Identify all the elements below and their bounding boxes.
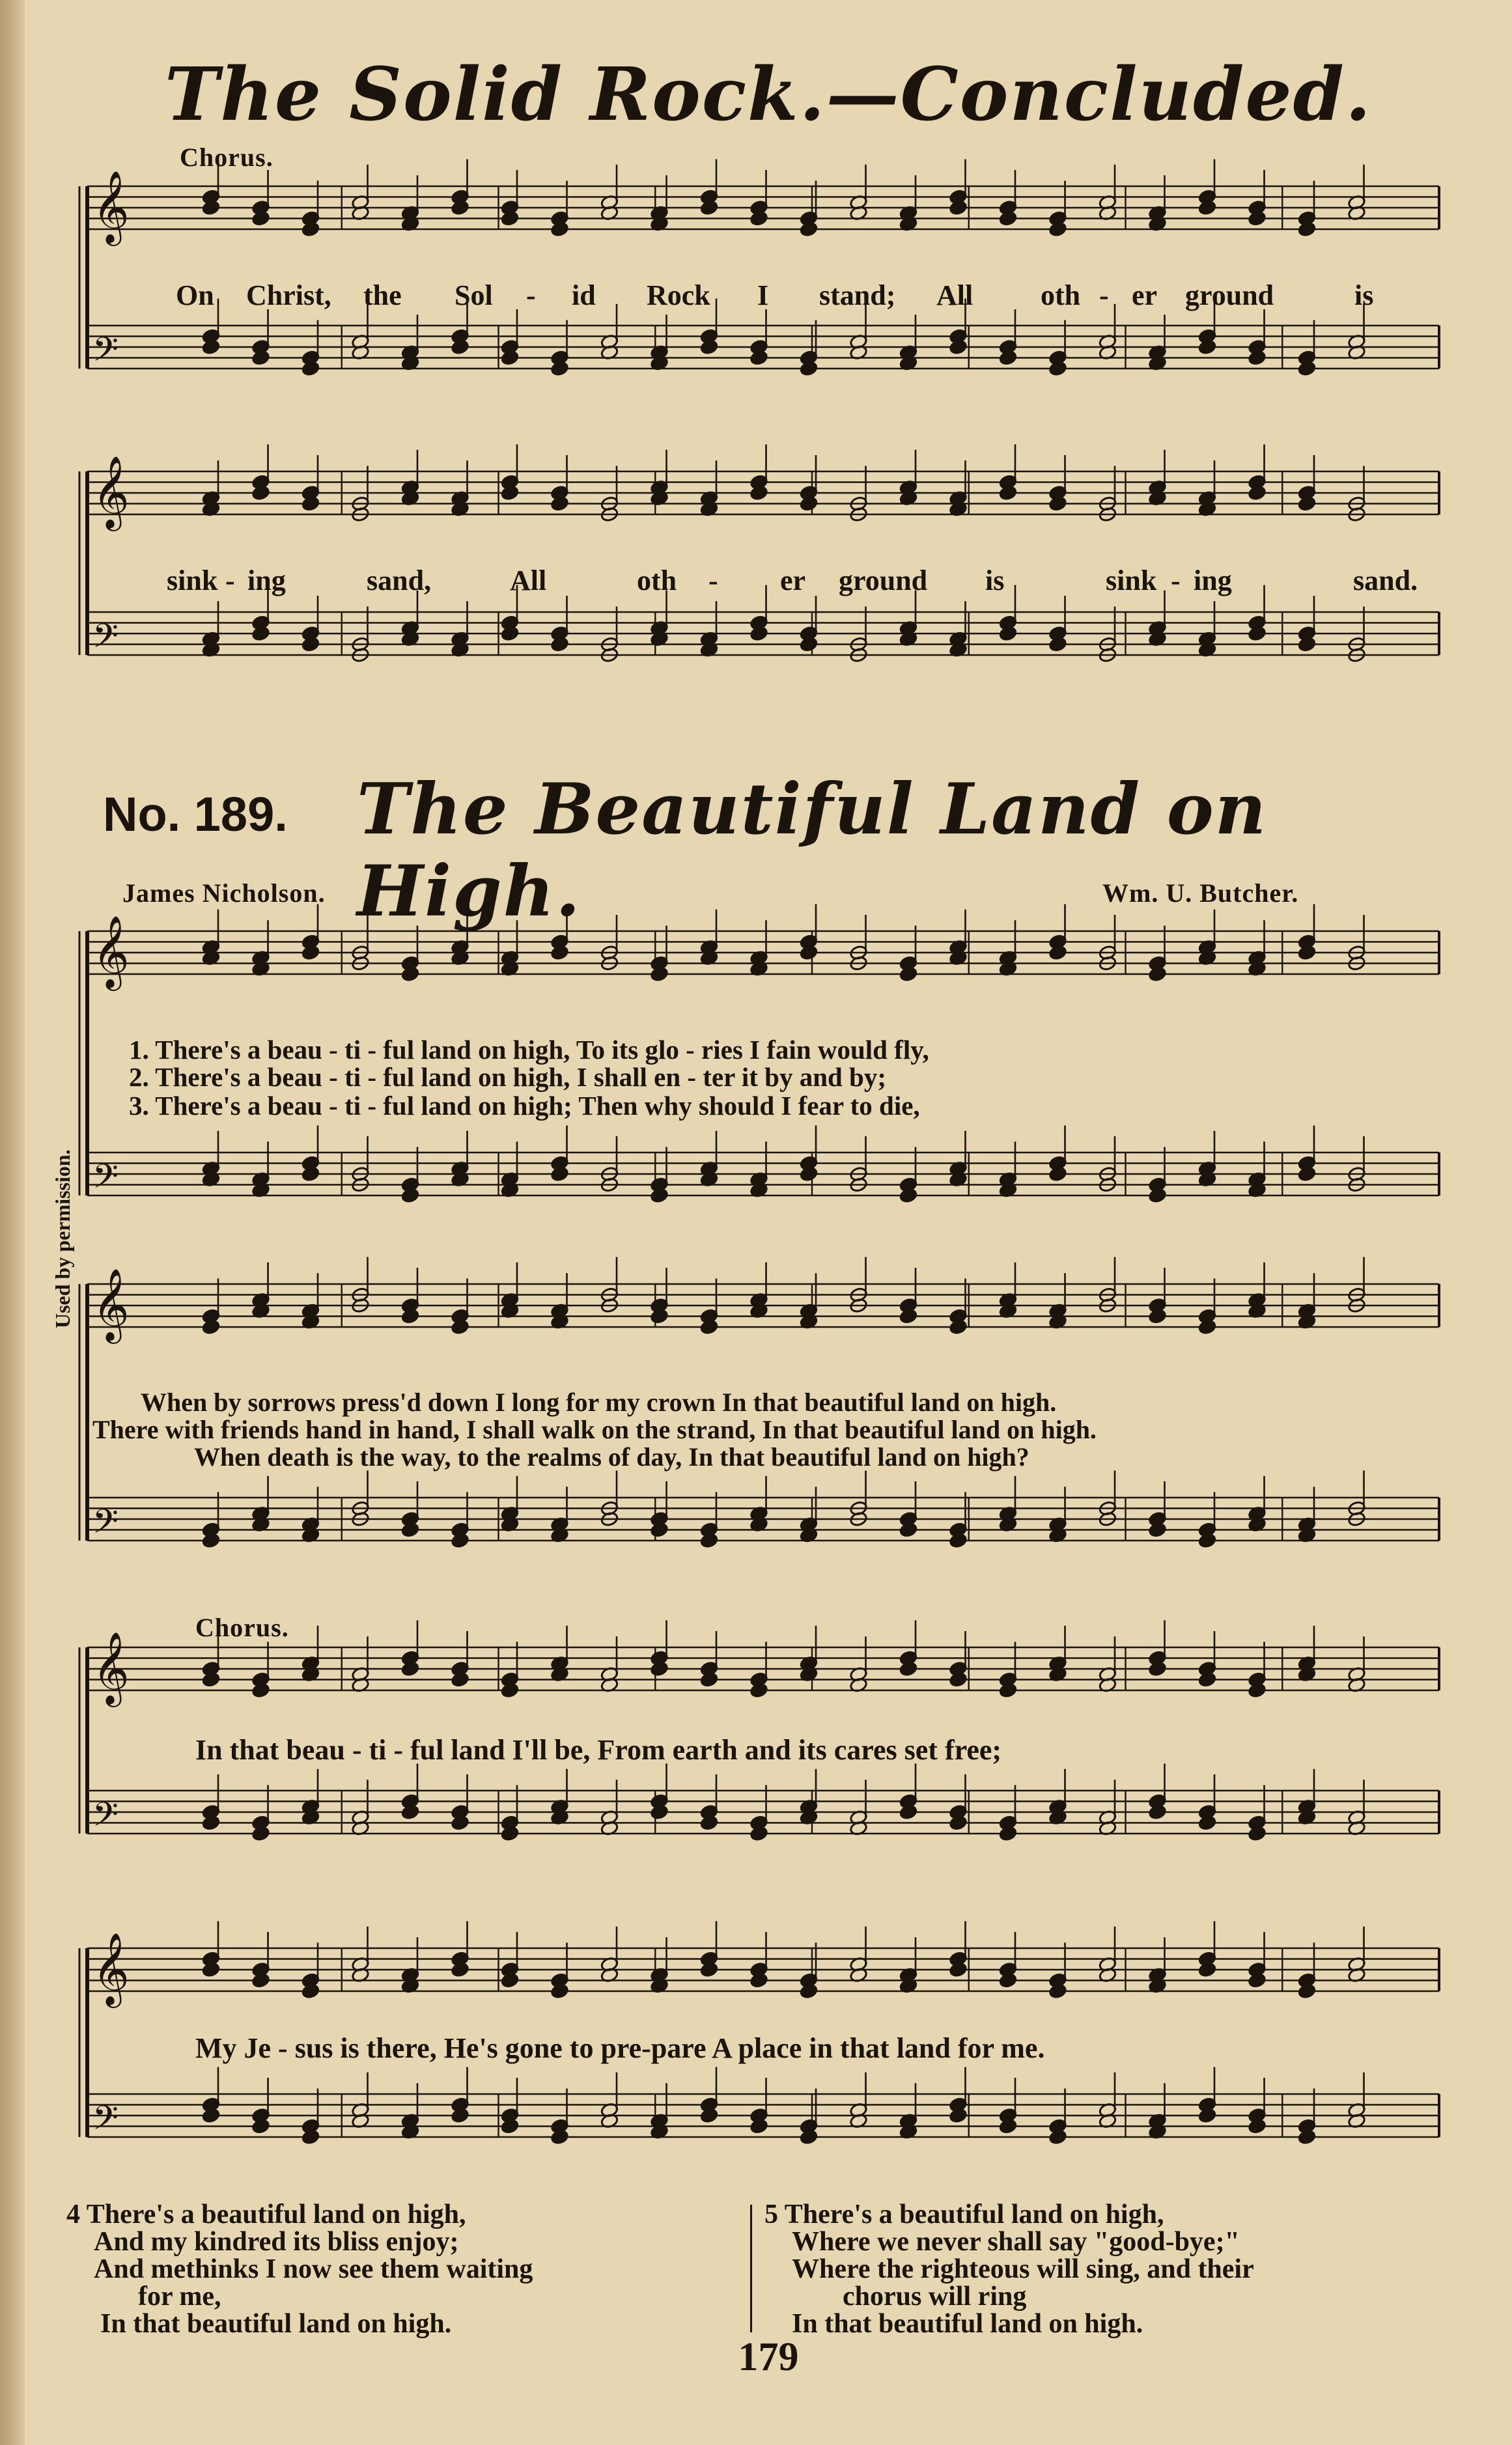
composer-credit: Wm. U. Butcher. — [1102, 878, 1299, 908]
lyric-syllable: I — [757, 279, 769, 311]
lyric-syllable: ground — [1185, 279, 1274, 311]
treble-clef-icon: 𝄞 — [92, 1631, 130, 1704]
lyric-syllable: er — [780, 565, 806, 596]
lyric-syllable: Christ, — [246, 279, 331, 311]
verse3-line2: When death is the way, to the realms of day, In that beautiful land on high? — [194, 1442, 1029, 1472]
bass-clef-icon: 𝄢 — [92, 1795, 119, 1842]
verse5-line: chorus will ring — [843, 2282, 1027, 2312]
lyric-syllable: ing — [247, 565, 286, 596]
bass-clef-icon: 𝄢 — [92, 616, 119, 664]
lyric-syllable: ground — [839, 565, 928, 596]
verse2-line1: 2. There's a beau - ti - ful land on high, I shall en - ter it by and by; — [129, 1062, 887, 1092]
treble-clef-icon: 𝄞 — [92, 170, 130, 243]
verse1-line2: When by sorrows press'd down I long for my crown In that beautiful land on high. — [141, 1388, 1057, 1417]
title-beautiful-land: The Beautiful Land on High. — [357, 768, 1268, 932]
verse5-line: 5 There's a beautiful land on high, — [764, 2200, 1164, 2229]
chorus-label-2: Chorus. — [195, 1613, 289, 1642]
author-credit: James Nicholson. — [122, 878, 326, 908]
verse2-line2: There with friends hand in hand, I shall walk on the strand, In that beautiful land on high. — [92, 1415, 1097, 1444]
music-staves — [25, 0, 1512, 2445]
lyric-syllable: stand; — [819, 279, 896, 311]
verse4-line: 4 There's a beautiful land on high, — [66, 2200, 466, 2229]
lyric-syllable: ing — [1194, 565, 1232, 596]
chorus-lyric-line2: My Je - sus is there, He's gone to pre-pare A place in that land for me. — [195, 2032, 1045, 2064]
lyric-syllable: All — [936, 279, 973, 311]
hymnal-page — [25, 0, 1512, 2445]
lyric-syllable: - — [1099, 279, 1109, 311]
verse1-line1: 1. There's a beau - ti - ful land on high, To its glo - ries I fain would fly, — [129, 1035, 929, 1065]
lyric-syllable: is — [1354, 279, 1374, 311]
verse4-line: And methinks I now see them waiting — [94, 2254, 533, 2284]
lyric-syllable: - — [526, 279, 536, 311]
verse4-line: for me, — [138, 2282, 221, 2312]
lyric-syllable: sink — [167, 565, 218, 596]
verse5-line: Where the righteous will sing, and their — [792, 2254, 1254, 2284]
lyric-syllable: All — [510, 565, 547, 596]
lyric-syllable: Rock — [647, 279, 710, 311]
lyric-syllable: sand, — [367, 565, 432, 596]
verse5-line: In that beautiful land on high. — [792, 2309, 1143, 2339]
verse4-line: And my kindred its bliss enjoy; — [94, 2227, 459, 2257]
hymn-number: No. 189. — [103, 787, 288, 841]
lyric-syllable: sand. — [1353, 565, 1418, 596]
chorus-label-1: Chorus. — [180, 143, 273, 172]
treble-clef-icon: 𝄞 — [92, 1268, 130, 1341]
lyric-syllable: oth — [1041, 279, 1081, 311]
lyric-syllable: oth — [637, 565, 677, 596]
bass-clef-icon: 𝄢 — [92, 2098, 119, 2145]
lyric-syllable: Sol — [455, 279, 493, 311]
book-binding — [0, 0, 25, 2445]
lyric-syllable: - — [1171, 565, 1181, 596]
verse5-line: Where we never shall say "good-bye;" — [792, 2227, 1240, 2257]
verse4-line: In that beautiful land on high. — [100, 2309, 452, 2339]
verse3-line1: 3. There's a beau - ti - ful land on high; Then why should I fear to die, — [129, 1091, 920, 1121]
permission-note: Used by permission. — [51, 1149, 74, 1328]
lyric-syllable: - — [225, 565, 235, 596]
chorus-lyric-line1: In that beau - ti - ful land I'll be, From earth and its cares set free; — [195, 1734, 1002, 1766]
bass-clef-icon: 𝄢 — [92, 1156, 119, 1204]
verse-4 — [66, 2201, 533, 2338]
lyric-syllable: On — [176, 279, 214, 311]
verse-5 — [764, 2201, 1254, 2338]
treble-clef-icon: 𝄞 — [92, 915, 130, 988]
treble-clef-icon: 𝄞 — [92, 455, 130, 528]
bass-clef-icon: 𝄢 — [92, 1502, 119, 1549]
lyric-syllable: is — [985, 565, 1005, 596]
page-number: 179 — [738, 2335, 799, 2379]
lyric-syllable: er — [1132, 279, 1158, 311]
lyric-syllable: - — [708, 565, 718, 596]
treble-clef-icon: 𝄞 — [92, 1932, 130, 2005]
bass-clef-icon: 𝄢 — [92, 329, 119, 377]
verse-divider — [750, 2205, 752, 2332]
lyric-syllable: sink — [1106, 565, 1157, 596]
lyric-syllable: the — [363, 279, 402, 311]
lyric-syllable: id — [572, 279, 596, 311]
title-solid-rock: The Solid Rock.—Concluded. — [165, 52, 1372, 137]
